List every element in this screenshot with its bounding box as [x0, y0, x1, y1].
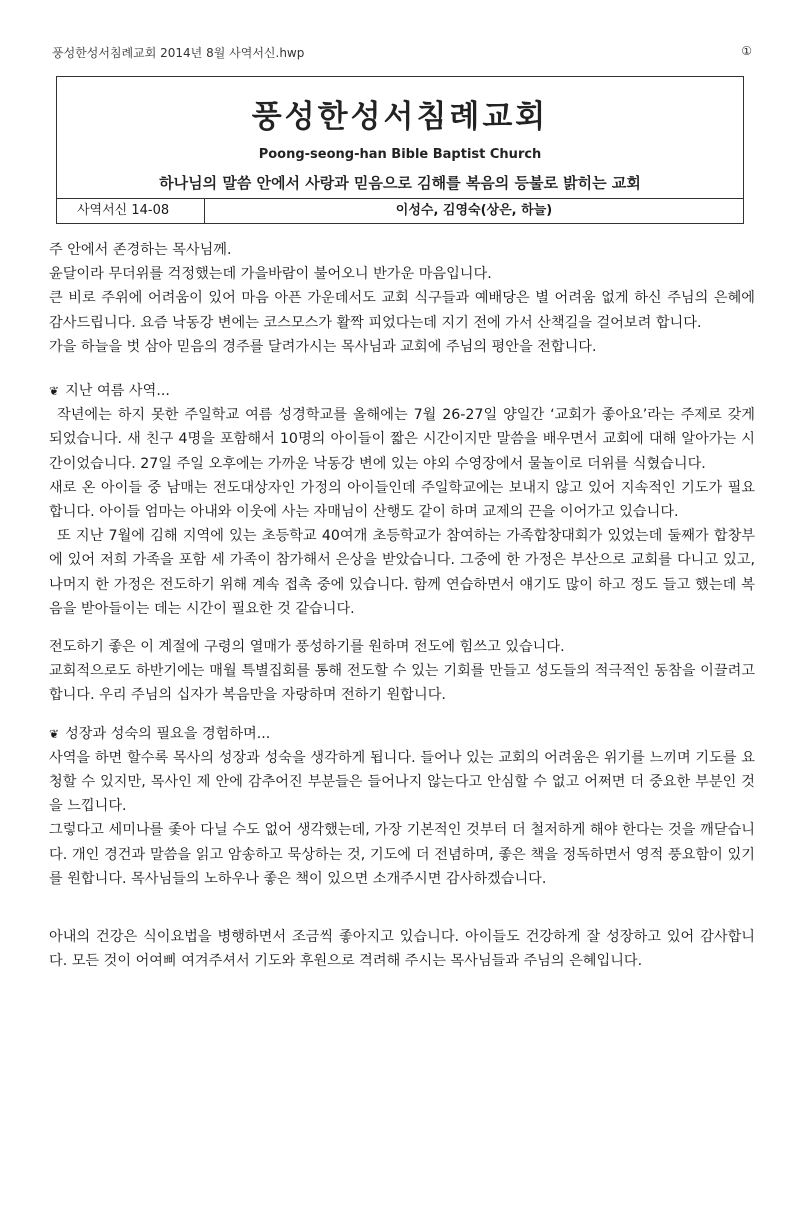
section-heading [49, 379, 755, 403]
flower-bullet-icon: ❦ [49, 726, 60, 741]
body-paragraph: 작년에는 하지 못한 주일학교 여름 성경학교를 올해에는 7월 26-27일 양일간 ‘교회가 좋아요’라는 주제로 갖게 되었습니다. 새 친구 4명을 포함해서 10명의 아이들이 짧은 시간이지만 말씀을 배우면서 교회에 대해 알아가는 시간이었습니다. 27일 주일 오후에는 가까운 낙동강 변에 있는 야외 수영장에서 물놀이로 더위를 식혔습니다. [49, 407, 755, 472]
church-name-english: Poong-seong-han Bible Baptist Church [258, 147, 542, 162]
page-number: ① [741, 44, 752, 58]
body-paragraph: 또 지난 7월에 김해 지역에 있는 초등학교 40여개 초등학교가 참여하는 가족합창대회가 있었는데 둘째가 합창부에 있어 저희 가족을 포함 세 가족이 참가해서 은상을 받았습니다. 그중에 한 가정은 부산으로 교회를 다니고 있고, 나머지 한 가정은 전도하기 위해 계속 접촉 중에 있습니다. 함께 연습하면서 얘기도 많이 하고 정도 들고 했는데 복음을 받아들이는 데는 시간이 필요한 것 같습니다. [49, 528, 755, 617]
document-header [52, 44, 752, 61]
letter-body [49, 238, 755, 973]
church-name: 풍성한성서침례교회 [251, 99, 549, 135]
section-heading-text: 성장과 성숙의 필요을 경험하며... [65, 725, 271, 742]
body-paragraph: 그렇다고 세미나를 좇아 다닐 수도 없어 생각했는데, 가장 기본적인 것부터 더 철저하게 해야 한다는 것을 깨닫습니다. 개인 경건과 말씀을 읽고 암송하고 묵상하는 것, 기도에 더 전념하며, 좋은 책을 정독하면서 영적 풍요함이 있기를 원합니다. 목사님들의 노하우나 좋은 책이 있으면 소개주시면 감사하겠습니다. [49, 822, 755, 887]
greeting-line: 가을 하늘을 벗 삼아 믿음의 경주를 달려가시는 목사님과 교회에 주님의 평안을 전합니다. [49, 338, 597, 355]
body-paragraph: 교회적으로도 하반기에는 매월 특별집회를 통해 전도할 수 있는 기회를 만들고 성도들의 적극적인 동참을 이끌려고 합니다. 우리 주님의 십자가 복음만을 자랑하며 전하기 원합니다. [49, 663, 755, 704]
letter-authors: 이성수, 김영숙(상은, 하늘) [395, 203, 553, 218]
file-name: 풍성한성서침례교회 2014년 8월 사역서신.hwp [52, 46, 305, 60]
letter-code: 사역서신 14-08 [57, 199, 205, 223]
section-heading [49, 722, 755, 746]
closing-paragraph: 아내의 건강은 식이요법을 병행하면서 조금씩 좋아지고 있습니다. 아이들도 건강하게 잘 성장하고 있어 감사합니다. 모든 것이 어여삐 여겨주셔서 기도와 후원으로 격려해 주시는 목사님들과 주님의 은혜입니다. [49, 929, 755, 970]
letter-info-row [57, 198, 743, 223]
body-paragraph: 새로 온 아이들 중 남매는 전도대상자인 가정의 아이들인데 주일학교에는 보내지 않고 있어 지속적인 기도가 필요합니다. 아이들 엄마는 아내와 이웃에 사는 자매님이 산행도 같이 하며 교제의 끈을 이어가고 있습니다. [49, 479, 755, 521]
section-heading-text: 지난 여름 사역... [65, 383, 170, 400]
title-box [56, 76, 744, 224]
greeting-line: 윤달이라 무더위를 걱정했는데 가을바람이 불어오니 반가운 마음입니다. [49, 266, 492, 283]
church-motto: 하나님의 말씀 안에서 사랑과 믿음으로 김해를 복음의 등불로 밝히는 교회 [159, 174, 641, 192]
body-paragraph: 전도하기 좋은 이 계절에 구령의 열매가 풍성하기를 원하며 전도에 힘쓰고 있습니다. [49, 639, 565, 656]
body-paragraph: 사역을 하면 할수록 목사의 성장과 성숙을 생각하게 됩니다. 들어나 있는 교회의 어려움은 위기를 느끼며 기도를 요청할 수 있지만, 목사인 제 안에 감추어진 부분들은 들어나지 않는다고 안심할 수 없고 어쩌면 더 중요한 부분인 것을 느낍니다. [49, 749, 755, 815]
flower-bullet-icon: ❦ [49, 384, 60, 399]
greeting-line: 주 안에서 존경하는 목사님께. [49, 242, 232, 258]
greeting-paragraph: 큰 비로 주위에 어려움이 있어 마음 아픈 가운데서도 교회 식구들과 예배당은 별 어려움 없게 하신 주님의 은혜에 감사드립니다. 요즘 낙동강 변에는 코스모스가 활짝 피었다는데 지기 전에 가서 산책길을 걸어보려 합니다. [49, 290, 755, 331]
